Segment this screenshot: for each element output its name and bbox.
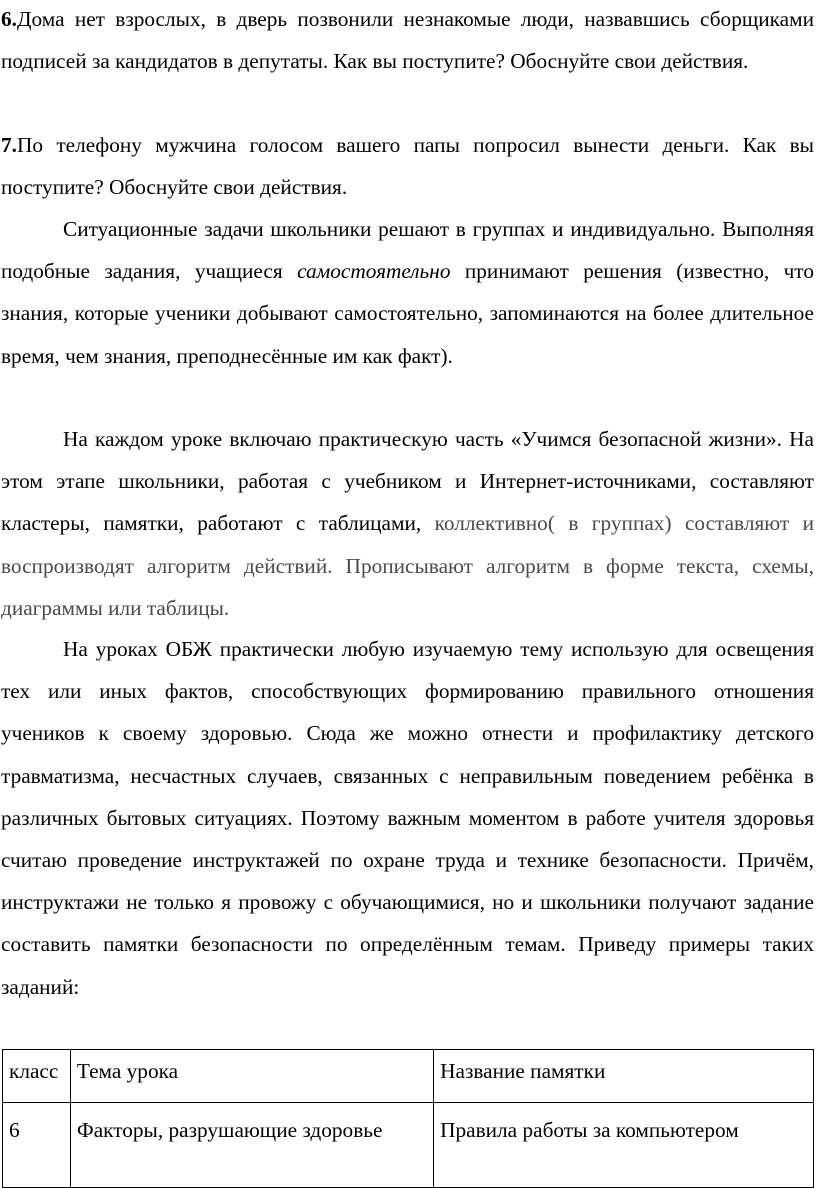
- task-item-7: [0, 124, 816, 208]
- table-header-cell: класс: [3, 1050, 71, 1103]
- task-number-7: 7.: [1, 133, 17, 157]
- paragraph-text-gray: коллективно( в группах) составляют и воспроизводят алгоритм действий. Прописывают алгоритм в форме текста, схемы, диаграммы или таблицы.: [1, 511, 815, 620]
- table-header-cell: Тема урока: [70, 1050, 433, 1103]
- table-cell-memo: Правила работы за компьютером: [434, 1103, 814, 1188]
- task-text-7: По телефону мужчина голосом вашего папы попросил вынести деньги. Как вы поступите? Обоснуйте свои действия.: [1, 133, 814, 200]
- table-header-cell: Название памятки: [434, 1050, 814, 1103]
- paragraph-obzh-lessons: [0, 628, 816, 1008]
- paragraph-text: Ситуационные задачи школьники решают в группах и индивидуально. Выполняя подобные задания, учащиеся: [1, 217, 814, 284]
- memo-table: [2, 1049, 814, 1188]
- paragraph-text: принимают решения (известно, что знания, которые ученики добывают самостоятельно, запоминаются на более длительное время, чем знания, преподнесённые им как факт).: [1, 259, 814, 368]
- task-text-6: Дома нет взрослых, в дверь позвонили незнакомые люди, назвавшись сборщиками подписей за кандидатов в депутаты. Как вы поступите? Обоснуйте свои действия.: [1, 7, 814, 74]
- task-number-6: 6.: [1, 7, 17, 31]
- table-header-row: [3, 1050, 814, 1103]
- paragraph-text: На каждом уроке включаю практическую часть «Учимся безопасной жизни». На этом этапе школьники, работая с учебником и Интернет-источниками, составляют кластеры, памятки, работают с таблицами,: [1, 427, 814, 536]
- paragraph-situational-tasks: [0, 208, 816, 377]
- task-item-6: [0, 0, 816, 82]
- table-cell-topic: Факторы, разрушающие здоровье: [70, 1103, 433, 1188]
- table-cell-class: 6: [3, 1103, 71, 1188]
- table-row: [3, 1103, 814, 1188]
- paragraph-practical-part: [0, 418, 816, 629]
- paragraph-text: На уроках ОБЖ практически любую изучаемую тему использую для освещения тех или иных фактов, способствующих формированию правильного отношения учеников к своему здоровью. Сюда же можно отнести и профилактику детского травматизма, несчастных случаев, связанных с неправильным поведением ребёнка в различных бытовых ситуациях. Поэтому важным моментом в работе учителя здоровья считаю проведение инструктажей по охране труда и технике безопасности. Причём, инструктажи не только я провожу с обучающимися, но и школьники получают задание составить памятки безопасности по определённым темам. Приведу примеры таких заданий:: [1, 637, 814, 999]
- emphasis-text: самостоятельно: [297, 259, 451, 284]
